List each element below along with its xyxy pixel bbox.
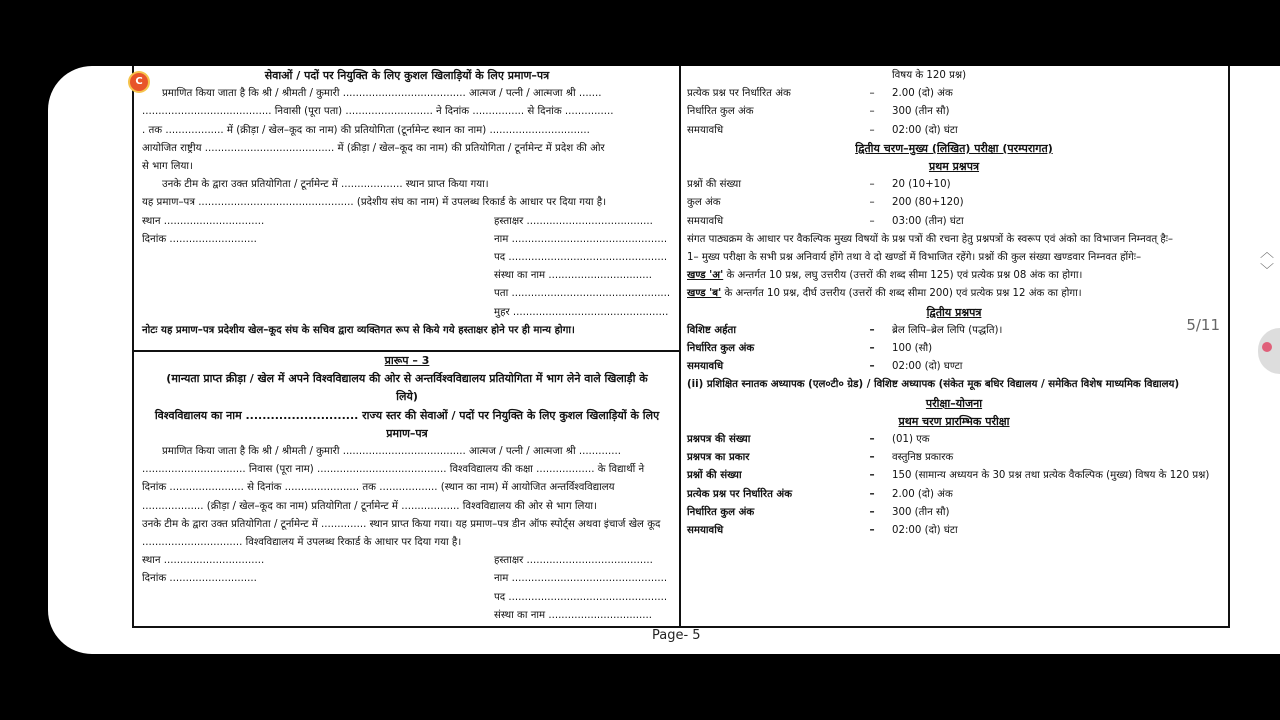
row-value: 02:00 (दो) घंटा [892,124,958,136]
stage1-heading: प्रथम चरण प्रारम्भिक परीक्षा [898,414,1010,428]
row-dash: – [869,88,875,100]
form3-line: ................................ निवास (पूरा नाम) ........................................ विश्वविद्यालय की कक्षा .................. के विद्यार्थी ने [142,464,645,476]
sig-left: स्थान ............................... [142,555,265,567]
form3-line: दिनांक ....................... से दिनांक ....................... तक .................. (स्थान का नाम) में आयोजित अन्तर्विश्वविद्यालय [142,482,615,494]
row-label: प्रत्येक प्रश्न पर निर्धारित अंक [687,488,793,500]
form1-heading: सेवाओं / पदों पर नियुक्ति के लिए कुशल खिलाड़ियों के लिए प्रमाण–पत्र [264,69,550,82]
form1-line: प्रमाणित किया जाता है कि श्री / श्रीमती / कुमारी ...................................... आत्मज / पत्नी / आत्मजा श्री ....... [162,88,602,100]
signature-row [142,570,672,588]
row-dash: – [869,343,875,355]
signature-row [142,267,672,285]
row-dash: – [869,452,875,464]
chevron-down-icon[interactable]: ﹀ [1260,263,1274,279]
row-label: प्रत्येक प्रश्न पर निर्धारित अंक [687,88,791,100]
sig-right: मुहर ................................................ [494,306,669,318]
row-dash: – [869,124,875,136]
content-frame [132,66,1230,628]
row-label: समयावधि [687,124,724,136]
certificate-form-3 [142,352,672,625]
signature-row [142,552,672,570]
khand-b-text: के अन्तर्गत 10 प्रश्न, दीर्घ उत्तरीय (उत्तरों की शब्द सीमा 200) एवं प्रत्येक प्रश्न 12 अंक का होगा। [721,288,1082,300]
row-dash: – [869,525,875,537]
row-dash: – [869,361,875,373]
row-label: विशिष्ट अर्हता [687,324,737,336]
info-row [687,504,1221,522]
signature-row [142,213,672,231]
sig-left: स्थान ............................... [142,215,265,227]
row-value: 02:00 (दो) घंटा [892,525,958,537]
sig-left: दिनांक ........................... [142,573,257,585]
khand-a-text: के अन्तर्गत 10 प्रश्न, लघु उत्तरीय (उत्तरों की शब्द सीमा 125) एवं प्रत्येक प्रश्न 08 अंक का होगा। [723,270,1083,282]
form3-title: प्रारूप – 3 [384,354,430,367]
row-label: समयावधि [687,215,724,227]
row-value: 03:00 (तीन) घंटा [892,215,964,227]
sig-right: नाम ................................................ [494,573,668,585]
paragraph: 1– मुख्य परीक्षा के सभी प्रश्न अनिवार्य होंगे तथा वे दो खण्डों में विभाजित रहेंगे। प्रश्नों की कुल संख्या खण्डवार निम्नवत होंगेः– [687,252,1142,264]
row-label: निर्धारित कुल अंक [687,506,755,518]
info-row [687,213,1221,231]
sig-right: पद ................................................. [494,591,668,603]
form3-line: प्रमाणित किया जाता है कि श्री / श्रीमती / कुमारी ...................................... आत्मज / पत्नी / आत्मजा श्री ............. [162,446,621,458]
sig-right: संस्था का नाम ................................ [494,270,652,282]
row-label: समयावधि [687,525,724,537]
row-label: निर्धारित कुल अंक [687,343,755,355]
form1-line: . तक .................. में (क्रीड़ा / खेल–कूद का नाम) की प्रतियोगिता (टूर्नामेन्ट स्थान का नाम) ............................... [142,124,590,136]
row-value: 300 (तीन सौ) [892,506,950,518]
row-dash: – [869,179,875,191]
row-label: प्रश्नपत्र का प्रकार [687,452,750,464]
info-row [687,449,1221,467]
khand-a-label: खण्ड 'अ' [687,270,724,282]
signature-row [142,231,672,249]
row-value: 100 (सौ) [892,343,933,355]
row-dash: – [869,106,875,118]
row-dash: – [869,197,875,209]
row-dash: – [869,488,875,500]
app-logo-icon: C [130,73,148,91]
info-row [687,486,1221,504]
form3-heading: विश्वविद्यालय का नाम ........................... राज्य स्तर की सेवाओं / पदों पर नियुक्ति के लिए कुशल खिलाड़ियों के लिए प्रमाण–पत्र [154,408,660,440]
row-value: वस्तुनिष्ठ प्रकारक [892,452,954,464]
info-row [687,322,1221,340]
row-value: 150 (सामान्य अध्ययन के 30 प्रश्न तथा प्रत्येक वैकल्पिक (मुख्य) विषय के 120 प्रश्न) [892,470,1210,482]
scheme-heading: परीक्षा–योजना [925,396,983,410]
form1-note: नोटः यह प्रमाण–पत्र प्रदेशीय खेल–कूद संघ के सचिव द्वारा व्यक्तिगत रूप से किये गये हस्ताक्षर होने पर ही मान्य होगा। [142,324,575,336]
form1-line: यह प्रमाण–पत्र ................................................ (प्रदेशीय संघ का नाम) में उपलब्ध रिकार्ड के आधार पर दिया गया है। [142,197,607,209]
info-row [687,122,1221,140]
row-value: 2.00 (दो) अंक [892,488,953,500]
paper2-heading: द्वितीय प्रश्नपत्र [926,305,982,319]
row-dash: – [869,506,875,518]
info-row [687,176,1221,194]
signature-row [142,285,672,303]
paragraph: संगत पाठ्यक्रम के आधार पर वैकल्पिक मुख्य विषयों के प्रश्न पत्रों की रचना हेतु प्रश्नपत्रों के स्वरूप एवं अंको का विभाजन निम्नवत् हैः– [687,233,1173,245]
row-value: (01) एक [892,434,930,446]
sig-left [142,589,494,607]
khand-a-line [687,267,1221,285]
page-counter: 5/11 [1186,316,1220,334]
sig-right: नाम ................................................ [494,233,668,245]
khand-b-label: खण्ड 'ब' [687,288,722,300]
row-dash: – [869,470,875,482]
scroll-handle[interactable] [1258,328,1280,374]
info-row [687,522,1221,540]
info-row [687,467,1221,485]
document-page [48,66,1280,654]
row-value: 2.00 (दो) अंक [892,88,953,100]
form1-line: से भाग लिया। [142,161,193,173]
signature-row [142,304,672,322]
row-value: ब्रेल लिपि–ब्रेल लिपि (पद्धति)। [892,324,1003,336]
row-label: निर्धारित कुल अंक [687,106,754,118]
row-label: प्रश्नपत्र की संख्या [687,434,751,446]
sig-right: हस्ताक्षर ....................................... [494,555,653,567]
sig-right: पता ................................................. [494,288,671,300]
page-number-label: Page- 5 [652,628,701,643]
sig-left [142,607,494,625]
info-row [687,194,1221,212]
continued-text: विषय के 120 प्रश्न) [892,70,967,81]
sig-left: दिनांक ........................... [142,233,257,245]
stage2-heading: द्वितीय चरण–मुख्य (लिखित) परीक्षा (परम्परागत) [855,141,1053,155]
row-value: 200 (80+120) [892,197,964,209]
sig-left [142,304,494,322]
sig-left [142,249,494,267]
sig-right: हस्ताक्षर ....................................... [494,215,653,227]
form3-line: उनके टीम के द्वारा उक्त प्रतियोगिता / टूर्नामेन्ट में .............. स्थान प्राप्त किया गया। यह प्रमाण–पत्र डीन ऑफ स्पोर्ट्स अथवा इंचार्ज खेल कूद ............................... विश्वविद्यालय में उपलब्ध रिकार्ड के आधार पर दिया गया है। [142,518,661,549]
signature-row [142,249,672,267]
exam-scheme-column [687,67,1221,540]
form3-subtitle: (मान्यता प्राप्त क्रीड़ा / खेल में अपने विश्वविद्यालय की ओर से अन्तर्विश्वविद्यालय प्रतियोगिता में भाग लेने वाले खिलाड़ी के लिये) [166,372,648,404]
section-ii-heading: (ii) प्रशिक्षित स्नातक अध्यापक (एल०टी० ग्रेड) / विशिष्ट अध्यापक (संकेत मूक बधिर विद्यालय / समेकित विशेष माध्यमिक विद्यालय) [687,379,1180,391]
row-value: 02:00 (दो) घण्टा [892,361,963,373]
sig-right: संस्था का नाम ................................ [494,609,652,621]
khand-b-line [687,285,1221,303]
info-row [687,85,1221,103]
row-dash: – [869,215,875,227]
row-label: प्रश्नों की संख्या [687,470,742,482]
sig-right: पद ................................................. [494,252,668,264]
certificate-form-1 [142,67,672,340]
info-row [687,431,1221,449]
row-dash: – [869,324,875,336]
page-nav-arrows[interactable] [1260,244,1274,280]
column-divider [679,66,681,626]
form3-line: ................... (क्रीड़ा / खेल–कूद का नाम) प्रतियोगिता / टूर्नामेन्ट में .................. विश्वविद्यालय की ओर से भाग लिया। [142,500,597,512]
row-label: कुल अंक [687,197,721,209]
row-label: प्रश्नों की संख्या [687,179,741,191]
chevron-up-icon[interactable]: ︿ [1260,245,1274,261]
form1-line: आयोजित राष्ट्रीय ........................................ में (क्रीड़ा / खेल–कूद का नाम) की प्रतियोगिता / टूर्नामेन्ट में प्रदेश की ओर [142,142,605,154]
info-row [687,103,1221,121]
row-value: 300 (तीन सौ) [892,106,950,118]
paper1-heading: प्रथम प्रश्नपत्र [928,160,980,174]
signature-row [142,607,672,625]
sig-left [142,267,494,285]
row-label: समयावधि [687,361,724,373]
info-row [687,358,1221,376]
row-dash: – [869,434,875,446]
info-row [687,340,1221,358]
sig-left [142,285,494,303]
signature-row [142,589,672,607]
form1-line: ........................................ निवासी (पूरा पता) ........................... ने दिनांक ................ से दिनांक ............... [142,106,614,118]
row-value: 20 (10+10) [892,179,951,191]
form1-line: उनके टीम के द्वारा उक्त प्रतियोगिता / टूर्नामेन्ट में ................... स्थान प्राप्त किया गया। [162,179,489,191]
